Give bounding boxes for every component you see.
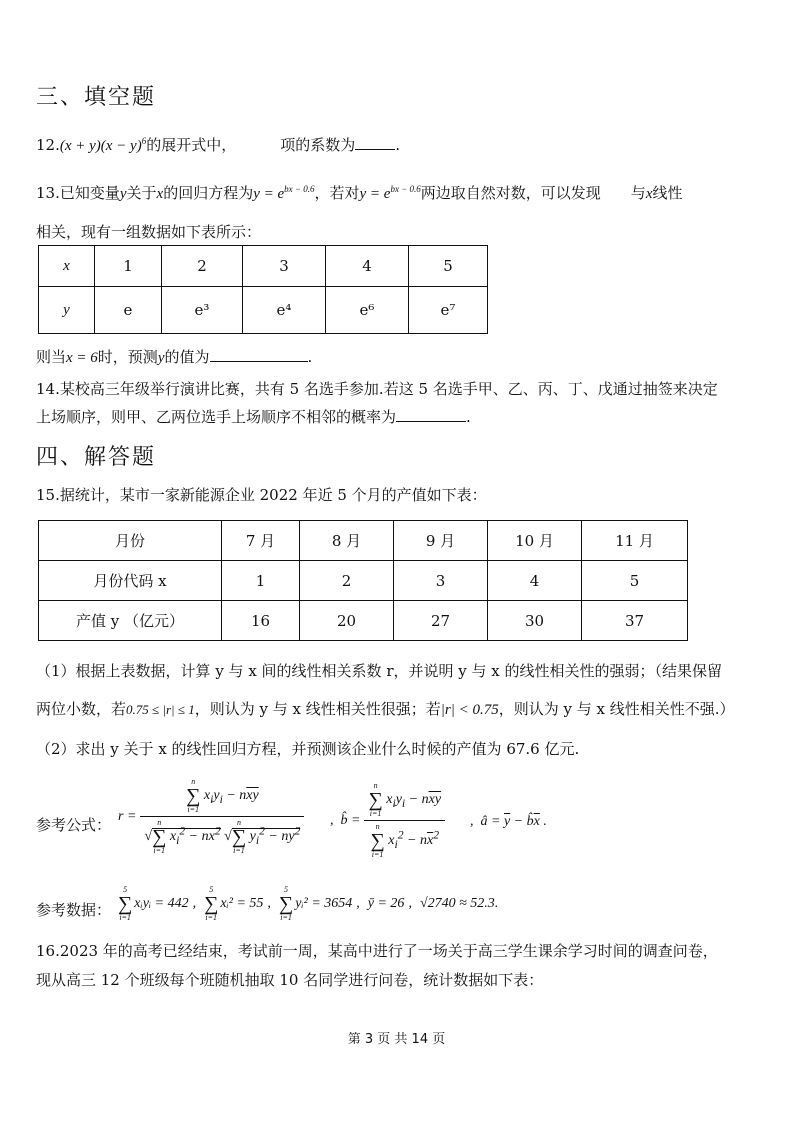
q15-text: ，则认为 y 与 x 线性相关性很强；若	[194, 700, 441, 718]
q14-period: .	[466, 408, 471, 426]
question-13-line-2: 相关，现有一组数据如下表所示：	[36, 223, 262, 241]
table-cell: 16	[222, 601, 300, 641]
table-cell: 37	[582, 601, 688, 641]
table-row	[39, 521, 688, 561]
q15-production-table	[38, 520, 688, 641]
q14-text: 上场顺序，则甲、乙两位选手上场顺序不相邻的概率为	[36, 408, 397, 426]
q13-var: y	[157, 350, 165, 366]
q12-text-2: 项的系数为	[280, 136, 356, 154]
table-cell: e⁴	[243, 287, 326, 334]
q12-number: 12.	[36, 136, 60, 154]
answer-blank	[396, 407, 466, 422]
q13-text: 与	[630, 184, 646, 202]
data-label: 参考数据：	[36, 901, 112, 919]
q13-data-table	[38, 245, 488, 334]
q12-period: .	[395, 136, 401, 154]
table-cell: 产值 y （亿元）	[39, 601, 222, 641]
question-15-part-2: （2）求出 y 关于 x 的线性回归方程，并预测该企业什么时候的产值为 67.6 亿元.	[36, 740, 580, 758]
q13-text: 两边取自然对数，可以发现	[420, 184, 601, 202]
table-cell: 4	[326, 246, 409, 287]
answer-blank	[210, 347, 308, 362]
table-cell: e	[95, 287, 162, 334]
table-row	[39, 601, 688, 641]
table-cell: 3	[394, 561, 488, 601]
q13-equation: x = 6	[66, 350, 98, 366]
q13-text: 线性	[652, 184, 683, 202]
table-cell: 3	[243, 246, 326, 287]
question-13-line-1	[36, 182, 683, 203]
table-cell: 9 月	[394, 521, 488, 561]
question-15-part-1-line-1: （1）根据上表数据，计算 y 与 x 间的线性相关系数 r，并说明 y 与 x 的线性相关性的强弱；（结果保留	[36, 662, 722, 680]
table-row	[39, 287, 488, 334]
q15-condition: 0.75 ≤ |r| ≤ 1	[126, 702, 195, 717]
q13-text: 的回归方程为	[163, 184, 254, 202]
formula-label: 参考公式：	[36, 816, 112, 834]
q13-var: y	[119, 186, 127, 202]
table-cell: 11 月	[582, 521, 688, 561]
answer-blank	[355, 135, 395, 150]
ref-data-1: xᵢyᵢ = 442	[134, 896, 189, 911]
table-cell: 7 月	[222, 521, 300, 561]
section-heading-fill-in: 三、填空题	[36, 85, 157, 110]
table-cell: 5	[582, 561, 688, 601]
q13-period: .	[307, 348, 313, 366]
formula-a-hat: , â = $\overline{y}$ − $b̂\overline{x}$ .	[470, 814, 547, 829]
q13-text: 关于	[126, 184, 157, 202]
table-cell: 30	[488, 601, 582, 641]
table-cell: 20	[300, 601, 394, 641]
q15-text: 两位小数，若	[36, 700, 127, 718]
q13-var: x	[156, 186, 164, 202]
q13-exponent: bx − 0.6	[390, 184, 421, 194]
table-cell: 1	[95, 246, 162, 287]
q12-exponent: 6	[141, 136, 147, 146]
formula-r: r = n ∑ i=1 $x_iy_i - n\overline{xy}$ √ n ∑ i=1 $x_i^2 - n\overline{x}^2$ √ n ∑ i=1 $y_i^2 - n\overline{y}^2$	[118, 778, 304, 855]
question-12	[36, 134, 400, 155]
table-cell: 5	[409, 246, 488, 287]
table-cell: 27	[394, 601, 488, 641]
table-cell: 4	[488, 561, 582, 601]
table-cell: 月份代码 x	[39, 561, 222, 601]
question-15-part-1-line-2	[36, 698, 735, 719]
q13-equation: y = e	[359, 186, 391, 202]
ref-data-3: yᵢ² = 3654	[295, 896, 353, 911]
table-cell: e⁷	[409, 287, 488, 334]
q13-text: ，若对	[314, 184, 360, 202]
table-row	[39, 246, 488, 287]
ref-data-2: xᵢ² = 55	[220, 896, 264, 911]
formula-b-hat: , b̂ = n ∑ i=1 $x_iy_i - n\overline{xy}$ n ∑ i=1 $x_i^2 - n\overline{x}^2$	[330, 782, 445, 859]
q15-text: ，则认为 y 与 x 线性相关性不强.）	[498, 700, 735, 718]
table-cell: e⁶	[326, 287, 409, 334]
section-heading-answer: 四、解答题	[36, 445, 157, 470]
table-cell: 2	[300, 561, 394, 601]
table-cell: 1	[222, 561, 300, 601]
q13-equation: y = e	[253, 186, 285, 202]
ref-data-4: ȳ = 26	[367, 896, 405, 911]
q13-var: x	[645, 186, 653, 202]
q13-text: 时，预测	[97, 348, 158, 366]
question-15-intro: 15.据统计，某市一家新能源企业 2022 年近 5 个月的产值如下表：	[36, 486, 487, 504]
ref-data-5: √2740 ≈ 52.3	[419, 896, 495, 911]
table-cell: e³	[162, 287, 243, 334]
page-footer: 第 3 页 共 14 页	[347, 1032, 446, 1047]
question-13-line-3	[36, 346, 312, 367]
q13-exponent: bx − 0.6	[284, 184, 315, 194]
q15-condition: |r| < 0.75	[440, 702, 499, 718]
q12-text: 的展开式中，	[146, 136, 237, 154]
q13-text: 的值为	[164, 348, 210, 366]
q13-text: 13.已知变量	[36, 184, 120, 202]
question-14-line-1: 14.某校高三年级举行演讲比赛，共有 5 名选手参加.若这 5 名选手甲、乙、丙、丁、戊通过抽签来决定	[36, 380, 718, 398]
reference-data: 5 ∑ i=1 xᵢyᵢ = 442 , 5 ∑ i=1 xᵢ² = 55 , 5 ∑ i=1 yᵢ² = 3654 , ȳ = 26 , √2740 ≈ 52.3 .	[118, 885, 499, 922]
table-cell: x	[39, 246, 95, 287]
table-cell: 月份	[39, 521, 222, 561]
q12-expression: (x + y)(x − y)	[59, 138, 142, 154]
table-cell: y	[39, 287, 95, 334]
question-16-line-1: 16.2023 年的高考已经结束，考试前一周，某高中进行了一场关于高三学生课余学习时间的调查问卷，	[36, 942, 718, 960]
table-cell: 8 月	[300, 521, 394, 561]
question-16-line-2: 现从高三 12 个班级每个班随机抽取 10 名同学进行问卷，统计数据如下表：	[36, 971, 544, 989]
table-cell: 2	[162, 246, 243, 287]
table-cell: 10 月	[488, 521, 582, 561]
question-14-line-2	[36, 406, 471, 427]
table-row	[39, 561, 688, 601]
q13-text: 则当	[36, 348, 67, 366]
